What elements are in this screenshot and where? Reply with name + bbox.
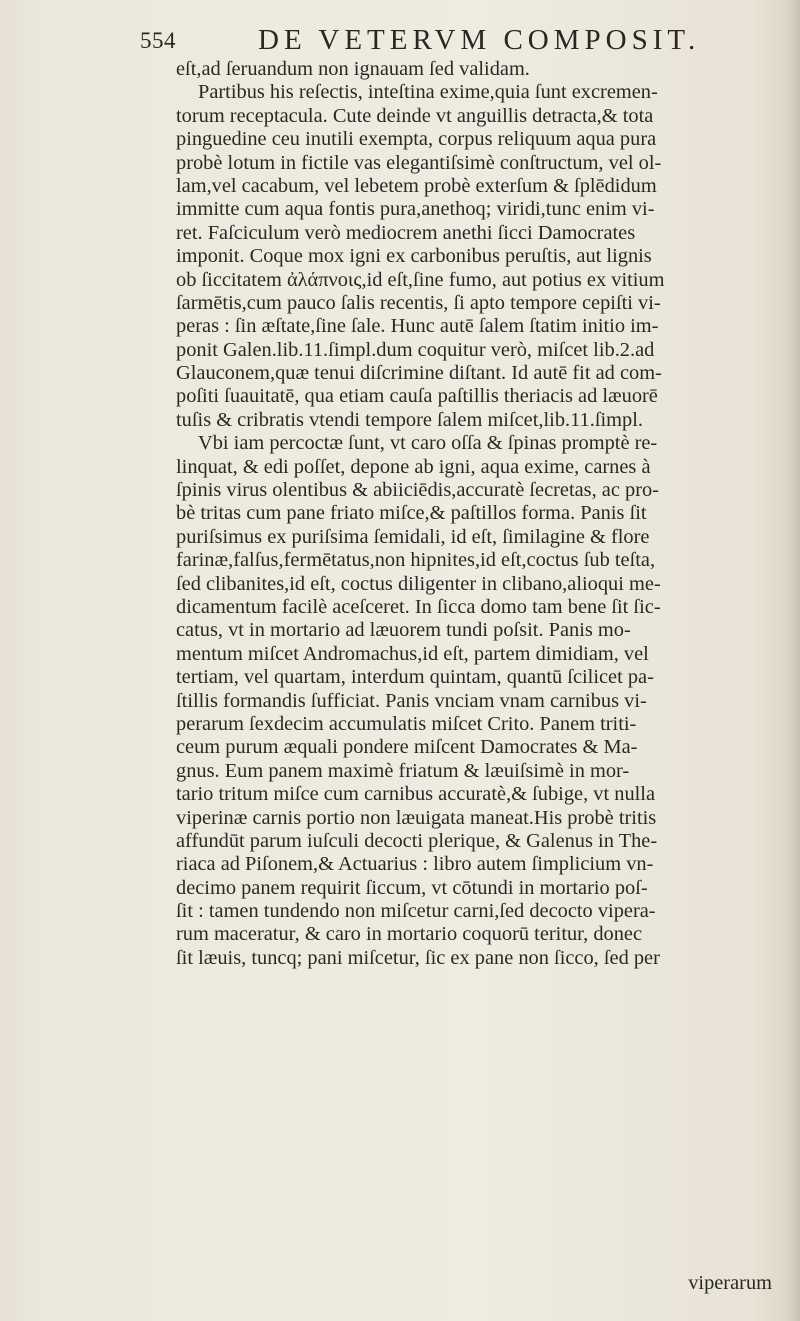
text-line: perarum ſexdecim accumulatis miſcet Crito. Panem triti- <box>176 712 637 735</box>
text-line: ſarmētis,cum pauco ſalis recentis, ſi apto tempore cepiſti vi- <box>176 291 661 314</box>
text-line: ſtillis formandis ſufficiat. Panis vnciam vnam carnibus vi- <box>176 689 647 712</box>
text-line: mentum miſcet Andromachus,id eſt, partem dimidiam, vel <box>176 642 649 665</box>
text-line: viperinæ carnis portio non læuigata maneat.His probè tritis <box>176 806 657 829</box>
text-line: ponit Galen.lib.11.ſimpl.dum coquitur verò, miſcet lib.2.ad <box>176 338 655 361</box>
body-text <box>176 58 772 970</box>
text-line: probè lotum in fictile vas elegantiſsimè conſtructum, vel ol- <box>176 151 662 174</box>
text-line: pinguedine ceu inutili exempta, corpus reliquum aqua pura <box>176 128 657 151</box>
text-line: rum maceratur, & caro in mortario coquorū teritur, donec <box>176 923 643 946</box>
text-line: bè tritas cum pane friato miſce,& paſtillos forma. Panis ſit <box>176 502 647 525</box>
text-line: ſpinis virus olentibus & abiiciēdis,accuratè ſecretas, ac pro- <box>176 479 659 502</box>
text-line: imponit. Coque mox igni ex carbonibus peruſtis, aut lignis <box>176 245 652 268</box>
text-line: Vbi iam percoctæ ſunt, vt caro oſſa & ſpinas promptè re- <box>198 432 658 455</box>
text-line: eſt,ad ſeruandum non ignauam ſed validam. <box>176 58 530 80</box>
page-number: 554 <box>140 28 176 53</box>
text-line: puriſsimus ex puriſsima ſemidali, id eſt, ſimilagine & flore <box>176 525 650 548</box>
text-line: torum receptacula. Cute deinde vt anguillis detracta,& tota <box>176 104 654 127</box>
text-line: tario tritum miſce cum carnibus accuratè,& ſubige, vt nulla <box>176 783 656 806</box>
text-line: dicamentum facilè aceſceret. In ſicca domo tam bene ſit ſic- <box>176 595 661 618</box>
text-line: farinæ,falſus,fermētatus,non hipnites,id eſt,coctus ſub teſta, <box>176 549 656 572</box>
text-line: gnus. Eum panem maximè friatum & læuiſsimè in mor- <box>176 759 630 782</box>
text-line: Glauconem,quæ tenui diſcrimine diſtant. Id autē fit ad com- <box>176 362 662 385</box>
text-line: ret. Faſciculum verò mediocrem anethi ſicci Damocrates <box>176 221 636 244</box>
page-edge-shadow <box>786 0 800 1321</box>
text-line: catus, vt in mortario ad læuorem tundi poſsit. Panis mo- <box>176 619 631 642</box>
text-line: affundūt parum iuſculi decocti plerique, & Galenus in The- <box>176 829 658 852</box>
text-line: tertiam, vel quartam, interdum quintam, quantū ſcilicet pa- <box>176 666 654 689</box>
text-line: immitte cum aqua fontis pura,anethoq; viridi,tunc enim vi- <box>176 198 655 221</box>
text-line: poſiti ſuauitatē, qua etiam cauſa paſtillis theriacis ad læuorē <box>176 385 658 408</box>
text-line: Partibus his reſectis, inteſtina exime,quia ſunt excremen- <box>198 81 658 104</box>
text-line: ſed clibanites,id eſt, coctus diligenter in clibano,alioqui me- <box>176 572 661 595</box>
text-line: ſit læuis, tuncq; pani miſcetur, ſic ex pane non ſicco, ſed per <box>176 946 660 969</box>
text-line: decimo panem requirit ſiccum, vt cōtundi in mortario poſ- <box>176 876 648 899</box>
text-line: riaca ad Piſonem,& Actuarius : libro autem ſimplicium vn- <box>176 853 654 876</box>
catchword: viperarum <box>688 1272 772 1294</box>
text-line: ob ſiccitatem ἀλάπνοις,id eſt,ſine fumo, aut potius ex vitium <box>176 268 665 291</box>
text-line: linquat, & edi poſſet, depone ab igni, aqua exime, carnes à <box>176 455 651 478</box>
text-line: tuſis & cribratis vtendi tempore ſalem miſcet,lib.11.ſimpl. <box>176 408 644 431</box>
text-line: peras : ſin æſtate,ſine ſale. Hunc autē ſalem ſtatim initio im- <box>176 315 659 338</box>
running-head: DE VETERVM COMPOSIT. <box>258 24 701 56</box>
text-line: lam,vel cacabum, vel lebetem probè exterſum & ſplēdidum <box>176 174 657 197</box>
text-line: ceum purum æquali pondere miſcent Damocrates & Ma- <box>176 736 638 759</box>
text-line: ſit : tamen tundendo non miſcetur carni,ſed decocto vipera- <box>176 900 656 923</box>
